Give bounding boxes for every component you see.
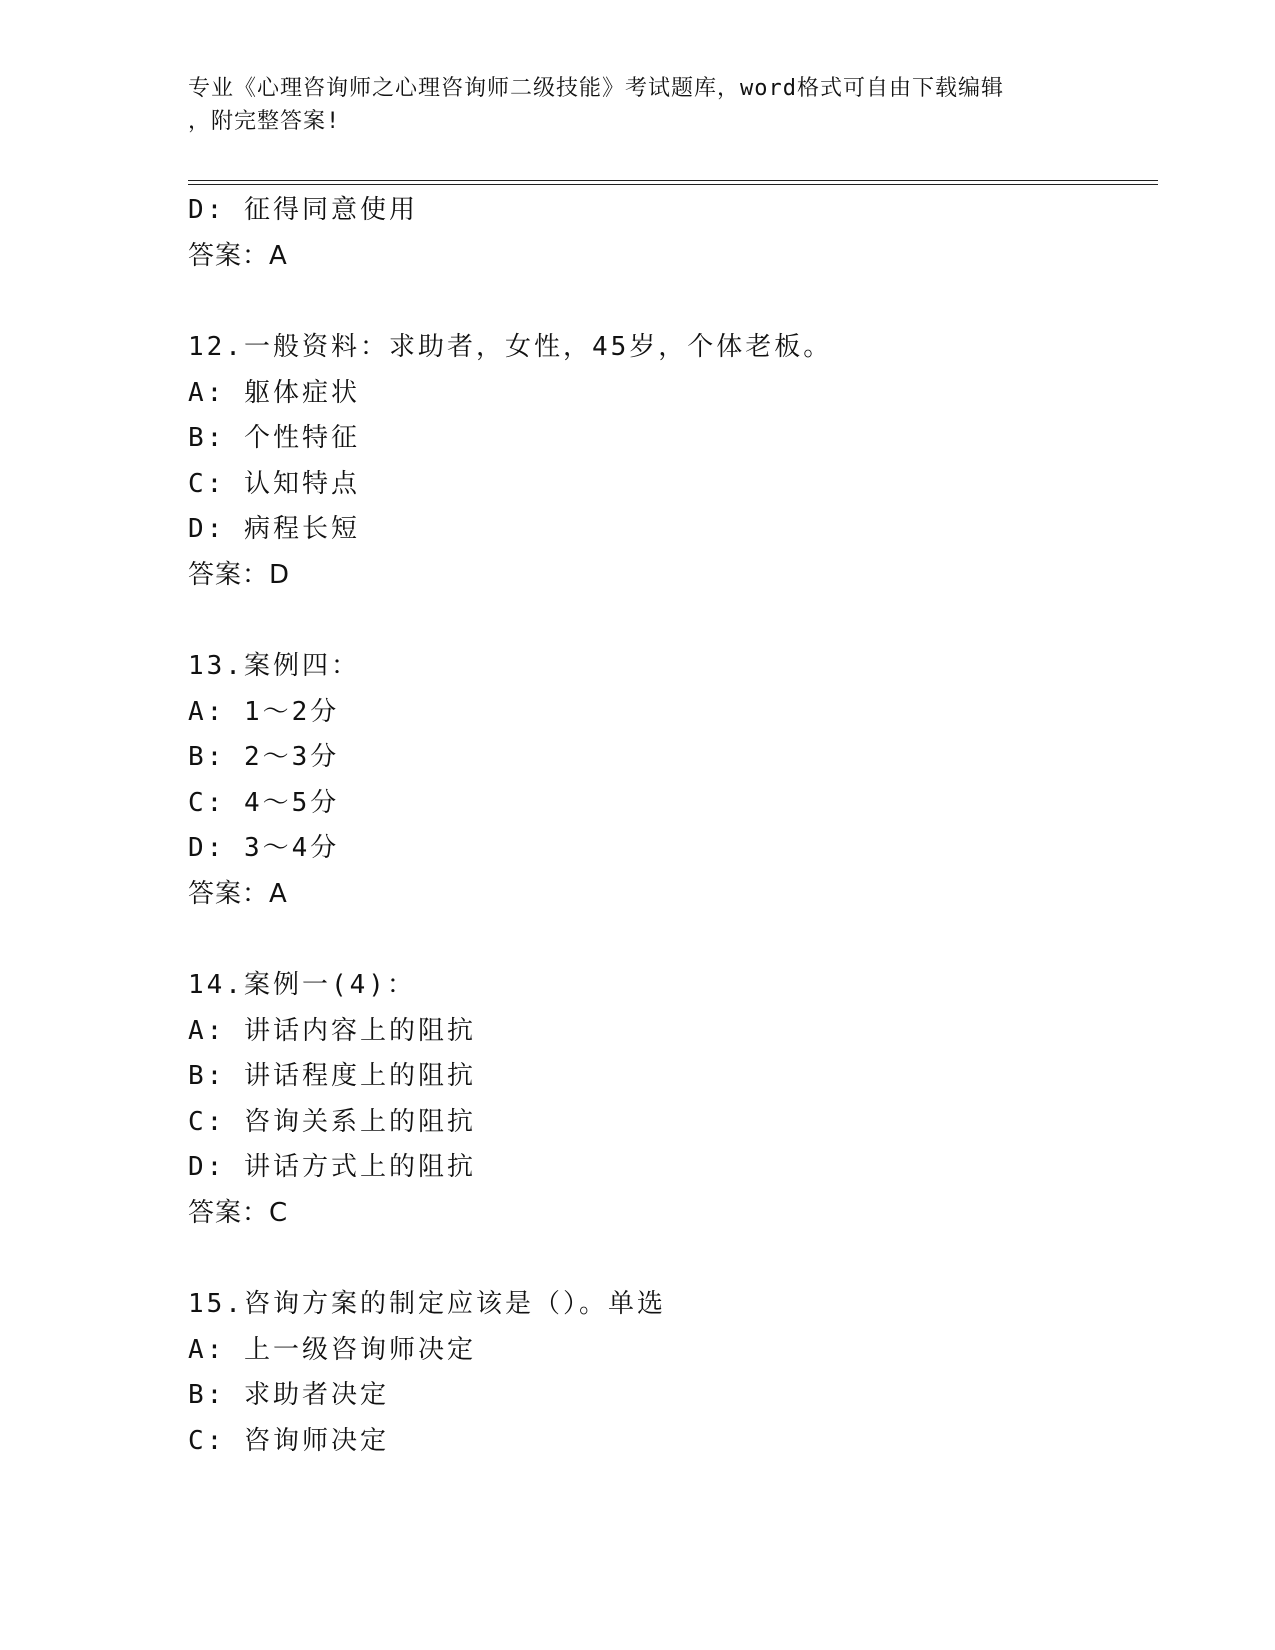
option-d: D: 讲话方式上的阻抗: [188, 1152, 476, 1182]
header-line-1: 专业《心理咨询师之心理咨询师二级技能》考试题库，word格式可自由下载编辑: [188, 76, 1004, 101]
option-c: C: 4～5分: [188, 787, 340, 818]
header-divider-bottom: [188, 184, 1158, 185]
question-stem: 14.案例一(4)：: [188, 970, 416, 1000]
header-divider-top: [188, 180, 1158, 181]
option-d: D: 征得同意使用: [188, 195, 418, 225]
option-b: B: 求助者决定: [188, 1380, 389, 1410]
spacer: [188, 1236, 1148, 1282]
question-list: [188, 188, 1148, 1464]
option-a: A: 上一级咨询师决定: [188, 1334, 476, 1365]
document-header: [188, 72, 1088, 138]
option-a: A: 1～2分: [188, 696, 340, 727]
header-line-2: ，附完整答案!: [188, 109, 341, 134]
option-b: B: 讲话程度上的阻抗: [188, 1061, 476, 1091]
option-d: D: 3～4分: [188, 833, 340, 863]
spacer: [188, 598, 1148, 644]
option-b: B: 2～3分: [188, 742, 340, 772]
question-stem: 12.一般资料：求助者，女性，45岁，个体老板。: [188, 332, 833, 362]
option-b: B: 个性特征: [188, 423, 360, 453]
option-a: A: 讲话内容上的阻抗: [188, 1015, 476, 1046]
spacer: [188, 279, 1148, 325]
option-c: C: 认知特点: [188, 468, 360, 499]
option-d: D: 病程长短: [188, 514, 360, 544]
option-c: C: 咨询师决定: [188, 1425, 389, 1456]
question-stem: 15.咨询方案的制定应该是（）。单选: [188, 1289, 666, 1319]
question-stem: 13.案例四：: [188, 651, 360, 681]
answer-line: 答案：A: [188, 878, 288, 909]
answer-line: 答案：C: [188, 1197, 289, 1228]
option-c: C: 咨询关系上的阻抗: [188, 1106, 476, 1137]
answer-line: 答案：D: [188, 559, 291, 590]
option-a: A: 躯体症状: [188, 377, 360, 408]
answer-line: 答案：A: [188, 240, 288, 271]
spacer: [188, 917, 1148, 963]
